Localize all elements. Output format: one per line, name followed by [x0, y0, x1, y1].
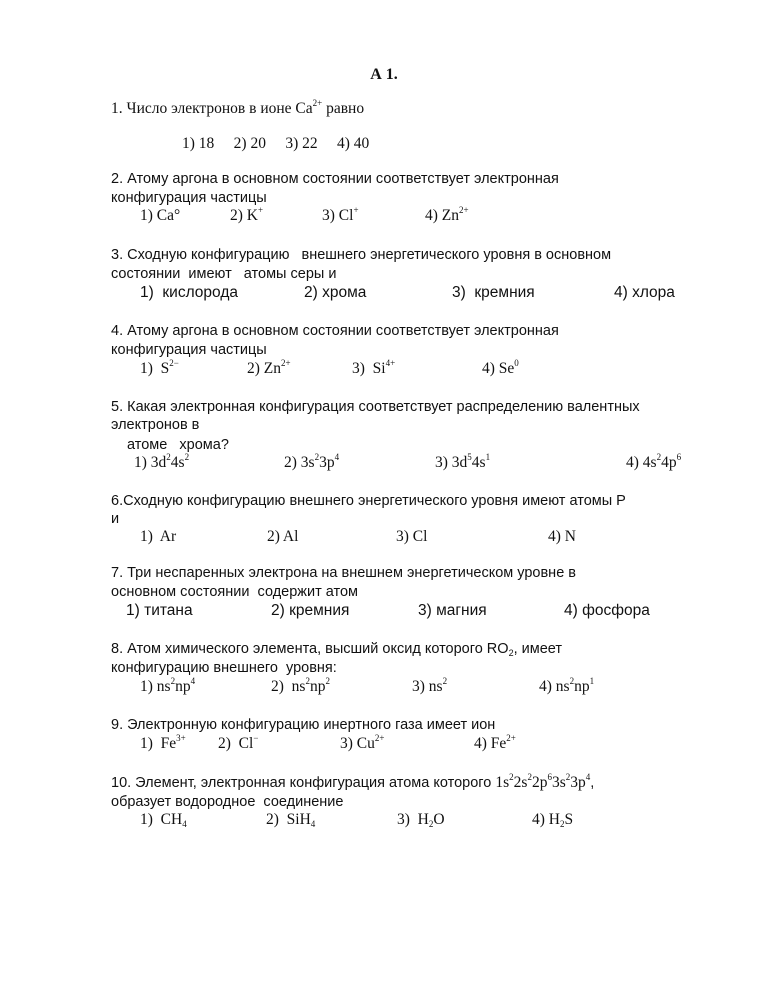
question-4: 4. Атому аргона в основном состоянии соответствует электронная [111, 323, 559, 339]
question-5-line2: электронов в [111, 417, 200, 433]
q3-option-1: 1) кислорода [140, 284, 238, 301]
q8-option-2: 2) $ns^2np^2$ [271, 676, 330, 695]
q3-option-4: 4) хлора [614, 284, 675, 301]
page-title: А 1. [370, 66, 398, 83]
q3-option-3: 3) кремния [452, 284, 535, 301]
q8-option-1: 1) $ns^2np^4$ [140, 676, 196, 695]
q3-option-2: 2) хрома [304, 284, 367, 301]
question-1-options: 1) 18 2) 20 3) 22 4) 40 [182, 135, 370, 152]
q4-option-2: 2) $Zn^{2+}$ [247, 358, 291, 377]
q5-option-1: 1) $3d^24s^2$ [134, 452, 190, 471]
question-5-line3: атоме хрома? [127, 437, 229, 453]
q7-option-1: 1) титана [126, 602, 193, 619]
q6-option-1: 1) Ar [140, 528, 177, 545]
q10-option-4: 4) $H_2S$ [532, 811, 574, 829]
question-5: 5. Какая электронная конфигурация соответствует распределению валентных [111, 399, 640, 415]
q9-option-2: 2) Cl− [218, 733, 259, 752]
q10-option-3: 3) $H_2O$ [397, 811, 445, 829]
question-1: 1. Число электронов в ионе $Ca^{2+}$ равно [111, 98, 365, 117]
question-4-line2: конфигурация частицы [111, 342, 267, 358]
question-6-line2: и [111, 511, 120, 527]
question-8-line2: конфигурацию внешнего уровня: [111, 660, 337, 676]
question-3-line2: состоянии имеют атомы серы и [111, 266, 337, 282]
question-10-line2: образует водородное соединение [111, 794, 344, 810]
question-3: 3. Сходную конфигурацию внешнего энергетического уровня в основном [111, 247, 612, 263]
q5-option-2: 2) $3s^23p^4$ [284, 452, 340, 471]
q2-option-4: 4) $Zn^{2+}$ [425, 205, 469, 224]
q6-option-3: 3) Cl [396, 528, 428, 545]
q4-option-1: 1) $S^{2-}$ [140, 358, 179, 377]
q10-option-2: 2) SiH$_4$ [266, 811, 316, 829]
q8-option-3: 3) $ns^2$ [412, 676, 448, 695]
question-7: 7. Три неспаренных электрона на внешнем энергетическом уровне в [111, 565, 576, 581]
q2-option-3: 3) Cl+ [322, 205, 359, 224]
question-8: 8. Атом химического элемента, высший оксид которого $RO_2$, имеет [111, 641, 562, 658]
q7-option-3: 3) магния [418, 602, 487, 619]
q6-option-4: 4) N [548, 528, 576, 545]
question-2-line2: конфигурация частицы [111, 190, 267, 206]
q2-option-2: 2) K+ [230, 205, 264, 224]
q5-option-3: 3) $3d^54s^1$ [435, 452, 491, 471]
q7-option-2: 2) кремния [271, 602, 350, 619]
q7-option-4: 4) фосфора [564, 602, 650, 619]
question-9: 9. Электронную конфигурацию инертного газа имеет ион [111, 717, 496, 733]
question-2: 2. Атому аргона в основном состоянии соответствует электронная [111, 171, 559, 187]
q4-option-3: 3) $Si^{4+}$ [352, 358, 396, 377]
q8-option-4: 4) $ns^2np^1$ [539, 676, 595, 695]
q5-option-4: 4) $4s^24p^6$ [626, 452, 682, 471]
question-10: 10. Элемент, электронная конфигурация атома которого $1s^22s^22p^63s^23p^4$, [111, 772, 595, 791]
q2-option-1: 1) Ca° [140, 207, 181, 224]
question-6: 6.Сходную конфигурацию внешнего энергетического уровня имеют атомы Р [111, 493, 626, 509]
q10-option-1: 1) $CH_4$ [140, 811, 187, 829]
q9-option-4: 4) $Fe^{2+}$ [474, 733, 516, 752]
question-7-line2: основном состоянии содержит атом [111, 584, 359, 600]
q9-option-3: 3) $Cu^{2+}$ [340, 733, 385, 752]
q6-option-2: 2) Al [267, 528, 299, 545]
q9-option-1: 1) $Fe^{3+}$ [140, 733, 186, 752]
q4-option-4: 4) Se$^0$ [482, 358, 519, 377]
